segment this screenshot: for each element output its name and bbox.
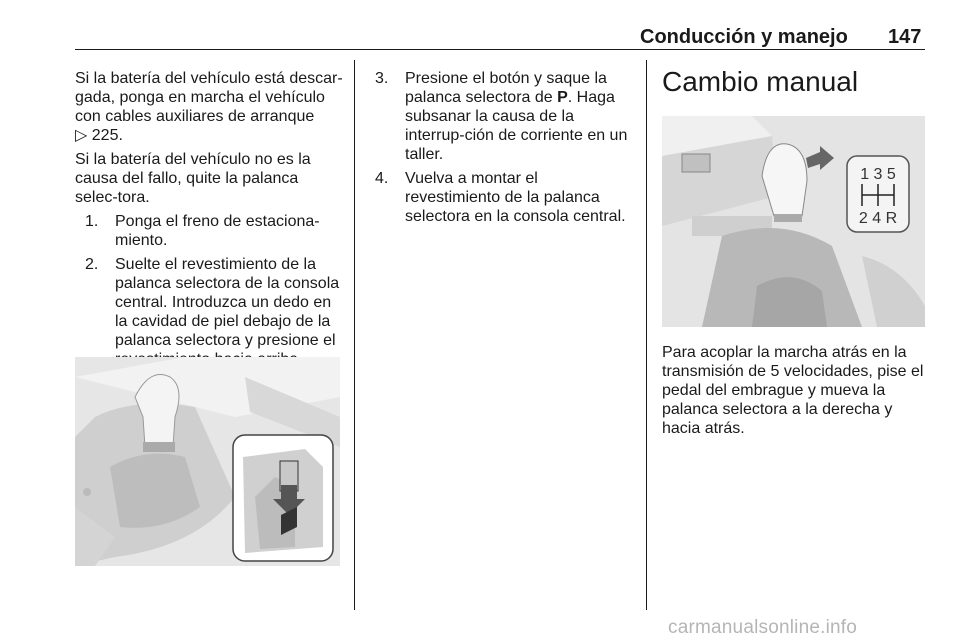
- page-number: 147: [888, 26, 922, 48]
- step-text: Ponga el freno de estaciona-miento.: [115, 213, 320, 249]
- step-number: 1.: [85, 213, 99, 230]
- step-number: 2.: [85, 256, 99, 273]
- middle-column: [375, 69, 637, 231]
- list-item: [85, 212, 343, 250]
- left-steps-list: [85, 212, 343, 369]
- list-item: [375, 169, 637, 226]
- step-text: Suelte el revestimiento de la palanca selectora de la consola central. Introduzca un dedo en la cavidad de piel debajo de la palanca selectora y presione el: [115, 256, 340, 349]
- column-divider-left: [354, 60, 355, 610]
- manual-description: Para acoplar la marcha atrás en la transmisión de 5 velocidades, pise el pedal del embrague y mueva la palanca selectora a la derecha y hacia atrás.: [662, 344, 924, 437]
- gear-top-label: 1 3 5: [860, 166, 896, 183]
- selector-lever-figure: [75, 357, 340, 566]
- gear-bottom-label: 2 4 R: [858, 210, 898, 227]
- left-column: [75, 69, 343, 374]
- fault-paragraph: Si la batería del vehículo no es la causa del fallo, quite la palanca selec-tora.: [75, 151, 311, 206]
- header-rule: [75, 49, 925, 50]
- battery-paragraph-text: Si la batería del vehículo está descar-gada, ponga en marcha el vehículo con cables auxiliares de arranque: [75, 70, 343, 125]
- middle-steps-list: [375, 69, 637, 226]
- list-item: [85, 255, 343, 369]
- step-number: 4.: [375, 170, 389, 187]
- manual-gear-figure: [662, 116, 925, 327]
- page-ref-number[interactable]: 225.: [91, 127, 123, 144]
- list-item: [375, 69, 637, 164]
- battery-paragraph: [75, 69, 343, 145]
- park-position-label: P: [557, 89, 568, 106]
- step-text: Vuelva a montar el revestimiento de la palanca selectora en la consola central.: [405, 170, 626, 225]
- selector-lever-illustration: [75, 357, 340, 566]
- column-divider-right: [646, 60, 647, 610]
- step-text: Presione el botón y saque la palanca selectora de P. Haga subsanar la causa de la interrup-ción de corriente en un taller.: [405, 70, 628, 163]
- manual-gear-illustration: [662, 116, 925, 327]
- right-column-text: [662, 343, 927, 443]
- section-title: Cambio manual: [662, 66, 859, 97]
- chapter-title: Conducción y manejo: [640, 26, 848, 48]
- page-ref-arrow-icon: ▷: [75, 127, 88, 144]
- step-number: 3.: [375, 70, 389, 87]
- watermark: carmanualsonline.info: [668, 617, 858, 638]
